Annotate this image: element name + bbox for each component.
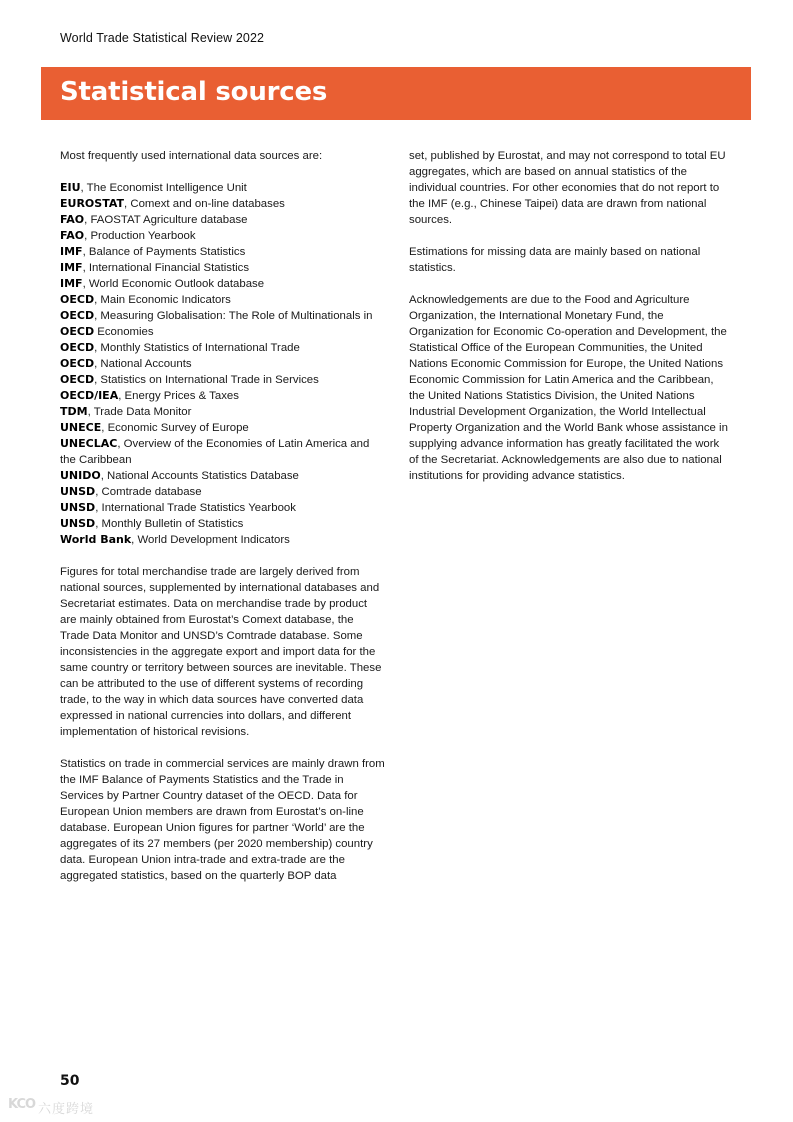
merchandise-paragraph: Figures for total merchandise trade are largely derived from national sources, supplemented by international databases and Secretariat estimates. Data on merchandise trade by product are mainly obtained from Eurostat’s Comext database, the Trade Data Monitor and UNSD’s Comtrade database. Some inconsistencies in the aggregate export and import data for the same country or territory between sources are inevitable. These can be attributed to the use of different systems of recording trade, to the way in which data sources have converted data expressed in national currencies into dollars, and different implementation of historical revisions. bbox=[60, 566, 382, 738]
source-description: , Balance of Payments Statistics bbox=[82, 246, 246, 258]
source-item bbox=[60, 516, 385, 532]
source-name: EUROSTAT bbox=[60, 197, 125, 210]
source-description: Economies bbox=[94, 326, 154, 338]
left-column bbox=[60, 148, 385, 900]
source-name: TDM bbox=[60, 405, 88, 418]
source-item bbox=[60, 500, 385, 516]
source-item bbox=[60, 276, 385, 292]
source-item bbox=[60, 292, 385, 308]
source-item bbox=[60, 532, 385, 548]
services-paragraph: Statistics on trade in commercial services are mainly drawn from the IMF Balance of Payments Statistics and the Trade in Services by Partner Country dataset of the OECD. Data for European Union members are drawn from Eurostat’s on-line database. European Union figures for partner ‘World’ are the aggregates of its 27 members (per 2020 membership) country data. European Union intra-trade and extra-trade are the aggregated statistics, based on the quarterly BOP data bbox=[60, 758, 385, 882]
source-item bbox=[60, 244, 385, 260]
right-column bbox=[409, 148, 731, 500]
source-description: , FAOSTAT Agriculture database bbox=[84, 214, 248, 226]
source-name: World Bank bbox=[60, 533, 132, 546]
source-name: IMF bbox=[60, 277, 83, 290]
source-description: , Main Economic Indicators bbox=[94, 294, 231, 306]
source-name: IMF bbox=[60, 245, 83, 258]
source-description: , National Accounts bbox=[94, 358, 192, 370]
source-item bbox=[60, 484, 385, 500]
source-description: , The Economist Intelligence Unit bbox=[80, 182, 247, 194]
sources-list bbox=[60, 180, 385, 548]
source-description: , World Economic Outlook database bbox=[82, 278, 265, 290]
source-name: UNSD bbox=[60, 501, 96, 514]
source-name: OECD/IEA bbox=[60, 389, 119, 402]
source-item bbox=[60, 436, 385, 468]
source-description: , Comext and on-line databases bbox=[124, 198, 285, 210]
source-item bbox=[60, 404, 385, 420]
source-name: FAO bbox=[60, 213, 85, 226]
title-band bbox=[41, 67, 751, 120]
source-item bbox=[60, 228, 385, 244]
source-name: UNECLAC bbox=[60, 437, 118, 450]
source-item bbox=[60, 420, 385, 436]
source-name: UNECE bbox=[60, 421, 102, 434]
source-description: , Statistics on International Trade in Services bbox=[94, 374, 319, 386]
source-item bbox=[60, 260, 385, 276]
source-name: UNSD bbox=[60, 485, 96, 498]
source-item bbox=[60, 388, 385, 404]
source-description: , Measuring Globalisation: The Role of Multinationals in bbox=[94, 310, 373, 322]
intro-text: Most frequently used international data sources are: bbox=[60, 150, 323, 162]
source-item bbox=[60, 468, 385, 484]
source-item bbox=[60, 308, 385, 340]
source-description: , Monthly Bulletin of Statistics bbox=[95, 518, 244, 530]
estimations-paragraph: Estimations for missing data are mainly based on national statistics. bbox=[409, 246, 701, 274]
source-description: , Monthly Statistics of International Trade bbox=[94, 342, 300, 354]
source-description: , Energy Prices & Taxes bbox=[118, 390, 239, 402]
source-description: , Trade Data Monitor bbox=[87, 406, 192, 418]
source-description: , National Accounts Statistics Database bbox=[100, 470, 299, 482]
source-description: , Overview of the Economies of Latin America and the Caribbean bbox=[60, 438, 370, 466]
source-item bbox=[60, 356, 385, 372]
source-item bbox=[60, 196, 385, 212]
source-name: OECD bbox=[60, 341, 95, 354]
source-name: UNSD bbox=[60, 517, 96, 530]
source-name: EIU bbox=[60, 181, 81, 194]
page-title: Statistical sources bbox=[60, 77, 328, 107]
source-name: OECD bbox=[60, 325, 95, 338]
page-number: 50 bbox=[60, 1073, 80, 1089]
services-paragraph-continued: set, published by Eurostat, and may not correspond to total EU aggregates, which are based on annual statistics of the individual countries. For other economies that do not report to the IMF (e.g., Chinese Taipei) data are drawn from national sources. bbox=[409, 150, 726, 226]
source-name: IMF bbox=[60, 261, 83, 274]
source-name: OECD bbox=[60, 373, 95, 386]
source-description: , International Financial Statistics bbox=[82, 262, 250, 274]
source-item bbox=[60, 340, 385, 356]
source-name: OECD bbox=[60, 309, 95, 322]
source-name: OECD bbox=[60, 293, 95, 306]
source-item bbox=[60, 372, 385, 388]
source-name: FAO bbox=[60, 229, 85, 242]
source-item bbox=[60, 180, 385, 196]
watermark bbox=[8, 1097, 108, 1117]
source-name: UNIDO bbox=[60, 469, 101, 482]
source-item bbox=[60, 212, 385, 228]
source-description: , Economic Survey of Europe bbox=[101, 422, 249, 434]
running-header: World Trade Statistical Review 2022 bbox=[60, 31, 265, 45]
acknowledgements-paragraph: Acknowledgements are due to the Food and Agriculture Organization, the International Monetary Fund, the Organization for Economic Co-operation and Development, the Statistical Office of the European Communities, the United Nations Economic Commission for Europe, the United Nations Economic Commission for Latin America and the Caribbean, the United Nations Statistics Division, the United Nations Industrial Development Organization, the World Intellectual Property Organization and the World Bank whose assistance in supplying advance information has greatly facilitated the work of the Secretariat. Acknowledgements are also due to national institutions for providing advance statistics. bbox=[409, 294, 728, 482]
source-description: , World Development Indicators bbox=[131, 534, 290, 546]
watermark-logo-icon: KCO bbox=[8, 1097, 36, 1112]
source-description: , Production Yearbook bbox=[84, 230, 196, 242]
source-name: OECD bbox=[60, 357, 95, 370]
watermark-text: 六度跨境 bbox=[38, 1102, 95, 1117]
source-description: , International Trade Statistics Yearbook bbox=[95, 502, 296, 514]
source-description: , Comtrade database bbox=[95, 486, 202, 498]
